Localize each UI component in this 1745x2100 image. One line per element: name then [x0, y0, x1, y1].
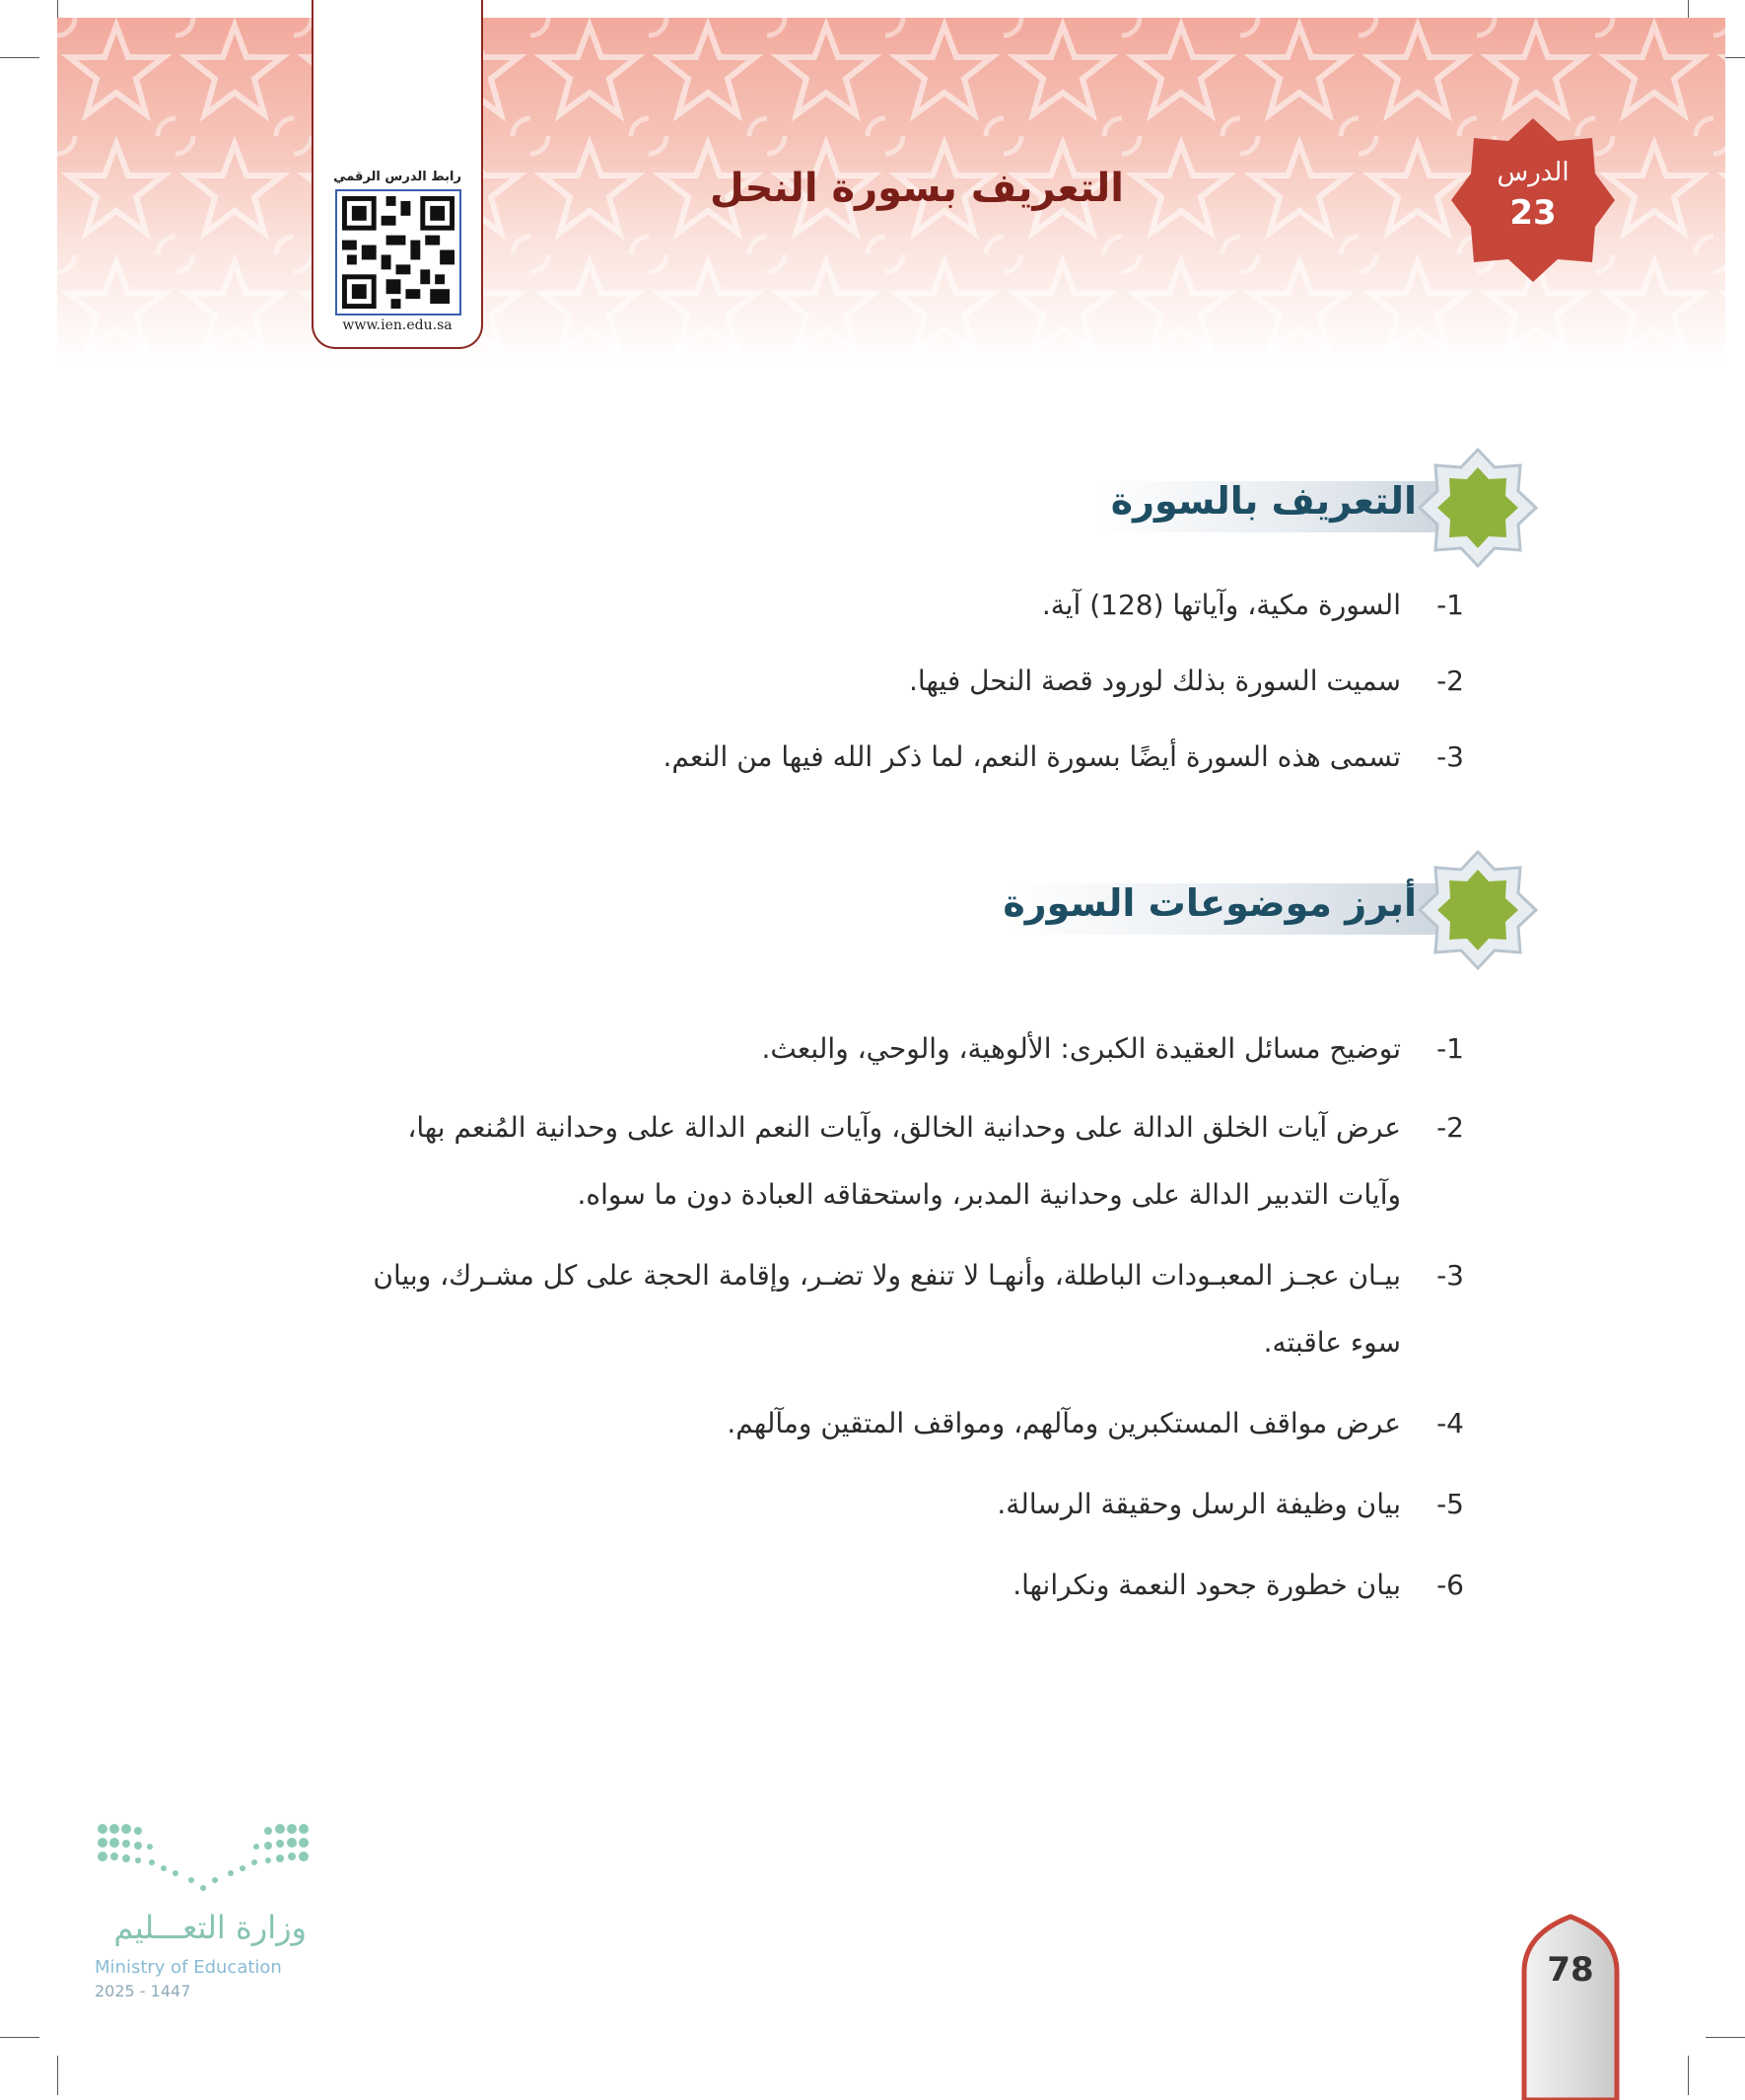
crop-mark — [0, 2037, 39, 2038]
octagram-emblem-icon — [1416, 848, 1540, 972]
qr-code-icon[interactable] — [335, 189, 461, 315]
crop-mark — [57, 0, 58, 18]
list-item: -6بيان خطورة جحود النعمة ونكرانها. — [1012, 1569, 1464, 1601]
ministry-name-arabic: وزارة التعـــليم — [113, 1909, 307, 1946]
section-header-intro — [0, 473, 1540, 542]
page-number-tab — [1520, 1913, 1621, 2100]
page-number: 78 — [1547, 1950, 1594, 1990]
page-title: التعريف بسورة النحل — [709, 166, 1124, 211]
crop-mark — [57, 2056, 58, 2095]
qr-label: رابط الدرس الرقمي — [333, 170, 461, 184]
crop-mark — [1706, 2037, 1745, 2038]
qr-url[interactable]: www.ien.edu.sa — [342, 317, 453, 333]
list-item: -2عرض آيات الخلق الدالة على وحدانية الخالق، وآيات النعم الدالة على وحدانية المُنعم بها، وآيات التدبير الدالة على وحدانية المدبر، واستحقاقه العبادة دون ما سواه. — [407, 1111, 1464, 1211]
list-item: -1توضيح مسائل العقيدة الكبرى: الألوهية، والوحي، والبعث. — [761, 1032, 1464, 1065]
ministry-year: 2025 - 1447 — [95, 1982, 191, 2000]
list-item: -5بيان وظيفة الرسل وحقيقة الرسالة. — [997, 1488, 1464, 1520]
octagram-emblem-icon — [1416, 446, 1540, 570]
list-item: -4عرض مواقف المستكبرين ومآلهم، ومواقف المتقين ومآلهم. — [727, 1407, 1464, 1439]
crop-mark — [0, 57, 39, 58]
ministry-name-english: Ministry of Education — [95, 1957, 282, 1978]
section-title: أبرز موضوعات السورة — [1003, 881, 1417, 925]
crop-mark — [1688, 2056, 1689, 2095]
crop-mark — [1688, 0, 1689, 18]
list-item: -3بيـان عجـز المعبـودات الباطلة، وأنهـا لا تنفع ولا تضـر، وإقامة الحجة على كل مشـرك، وبيان سوء عاقبته. — [373, 1259, 1464, 1359]
list-item: -2سميت السورة بذلك لورود قصة النحل فيها. — [909, 665, 1464, 697]
qr-card[interactable] — [312, 0, 483, 349]
section-title: التعريف بالسورة — [1110, 479, 1417, 523]
lesson-number: 23 — [1509, 193, 1557, 233]
list-item: -1السورة مكية، وآياتها (128) آية. — [1041, 589, 1464, 621]
lesson-label: الدرس — [1497, 158, 1570, 187]
list-item: -3تسمى هذه السورة أيضًا بسورة النعم، لما ذكر الله فيها من النعم. — [663, 740, 1464, 773]
section-header-topics — [0, 875, 1540, 945]
ministry-logo-icon — [95, 1819, 312, 1898]
